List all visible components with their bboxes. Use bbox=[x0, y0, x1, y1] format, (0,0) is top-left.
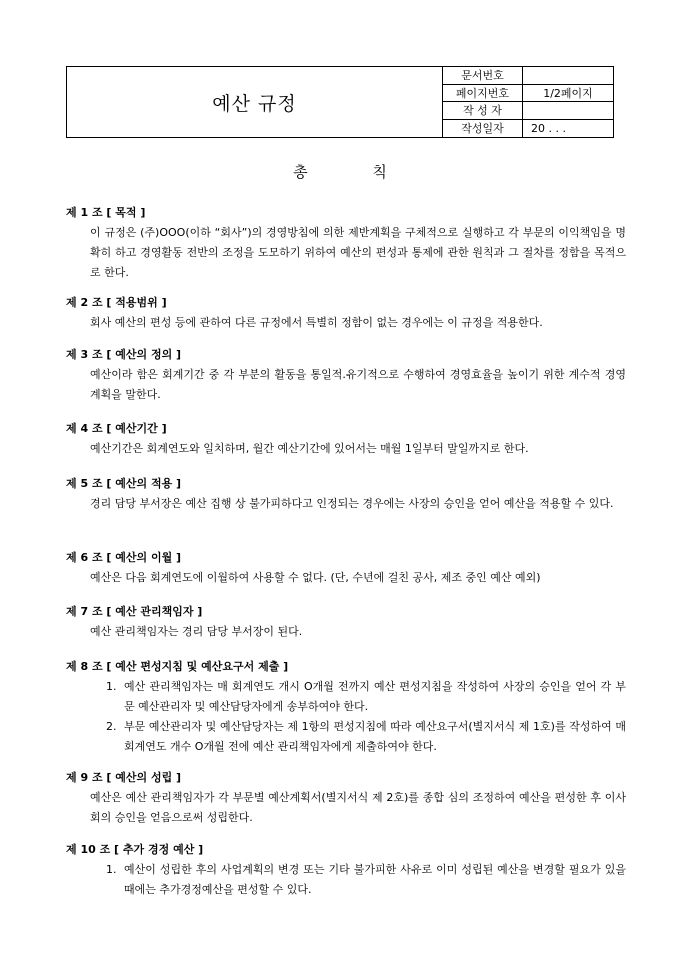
meta-value: 20 . . . bbox=[531, 121, 566, 135]
article-1 bbox=[66, 205, 626, 283]
meta-value bbox=[523, 102, 613, 119]
article-body: 예산은 다음 회계연도에 이월하여 사용할 수 없다. (단, 수년에 걸친 공사, 제조 중인 예산 예외) bbox=[90, 571, 541, 584]
article-item-list bbox=[66, 860, 626, 900]
meta-row-author bbox=[443, 102, 613, 120]
meta-label: 작성일자 bbox=[443, 120, 523, 138]
list-item-text: 예산 관리책임자는 매 회계연도 개시 O개월 전까지 예산 편성지침을 작성하여 사장의 승인을 얻어 각 부문 예산관리자 및 예산담당자에게 송부하여야 한다. bbox=[124, 680, 626, 713]
document-meta-grid bbox=[443, 67, 613, 137]
list-item bbox=[66, 860, 626, 900]
article-heading: 제 1 조 [ 목적 ] bbox=[66, 206, 146, 219]
article-heading: 제 9 조 [ 예산의 성립 ] bbox=[66, 771, 182, 784]
article-heading: 제 8 조 [ 예산 편성지침 및 예산요구서 제출 ] bbox=[66, 660, 289, 673]
article-heading: 제 5 조 [ 예산의 적용 ] bbox=[66, 477, 182, 490]
list-item-number: 2. bbox=[106, 720, 117, 733]
meta-value: 1/2페이지 bbox=[543, 86, 593, 100]
meta-label: 문서번호 bbox=[443, 67, 523, 84]
article-body: 이 규정은 (주)OOO(이하 “회사”)의 경영방침에 의한 제반계획을 구체적으로 실행하고 각 부문의 이익책임을 명확히 하고 경영활동 전반의 조정을 도모하기 위하여 예산의 편성과 통제에 관한 원칙과 그 절차를 정함을 목적으로 한다. bbox=[90, 226, 626, 279]
meta-row-page-number bbox=[443, 85, 613, 103]
meta-label: 작 성 자 bbox=[443, 102, 523, 119]
article-10 bbox=[66, 842, 626, 900]
list-item bbox=[66, 677, 626, 717]
list-item bbox=[66, 717, 626, 757]
article-body: 예산은 예산 관리책임자가 각 부문별 예산계획서(별지서식 제 2호)를 종합 심의 조정하여 예산을 편성한 후 이사회의 승인을 얻음으로써 성립한다. bbox=[90, 791, 626, 824]
article-7 bbox=[66, 604, 626, 642]
article-body: 예산이라 함은 회계기간 중 각 부분의 활동을 통일적.유기적으로 수행하여 경영효율을 높이기 위한 계수적 경영계획을 말한다. bbox=[90, 368, 626, 401]
document-header-table bbox=[66, 66, 614, 138]
article-8 bbox=[66, 659, 626, 757]
article-heading: 제 6 조 [ 예산의 이월 ] bbox=[66, 551, 182, 564]
article-body: 예산기간은 회계연도와 일치하며, 월간 예산기간에 있어서는 매월 1일부터 말일까지로 한다. bbox=[90, 442, 529, 455]
meta-row-doc-number bbox=[443, 67, 613, 85]
meta-label: 페이지번호 bbox=[443, 85, 523, 102]
article-6 bbox=[66, 550, 626, 588]
article-item-list bbox=[66, 677, 626, 757]
article-heading: 제 7 조 [ 예산 관리책임자 ] bbox=[66, 605, 203, 618]
list-item-text: 예산이 성립한 후의 사업계획의 변경 또는 기타 불가피한 사유로 이미 성립된 예산을 변경할 필요가 있을 때에는 추가경정예산을 편성할 수 있다. bbox=[124, 863, 626, 896]
article-heading: 제 10 조 [ 추가 경정 예산 ] bbox=[66, 843, 204, 856]
meta-value bbox=[523, 67, 613, 84]
article-5 bbox=[66, 476, 626, 514]
article-heading: 제 3 조 [ 예산의 정의 ] bbox=[66, 348, 182, 361]
document-title: 예산 규정 bbox=[67, 67, 443, 137]
article-2 bbox=[66, 295, 626, 333]
list-item-text: 부문 예산관리자 및 예산담당자는 제 1항의 편성지침에 따라 예산요구서(별지서식 제 1호)를 작성하여 매 회계연도 개수 O개월 전에 예산 관리책임자에게 제출하여야 한다. bbox=[124, 720, 626, 753]
article-4 bbox=[66, 421, 626, 459]
article-body: 예산 관리책임자는 경리 담당 부서장이 된다. bbox=[90, 625, 303, 638]
article-9 bbox=[66, 770, 626, 828]
article-body: 회사 예산의 편성 등에 관하여 다른 규정에서 특별히 정함이 없는 경우에는 이 규정을 적용한다. bbox=[90, 316, 543, 329]
article-heading: 제 4 조 [ 예산기간 ] bbox=[66, 422, 167, 435]
list-item-number: 1. bbox=[106, 863, 117, 876]
article-body: 경리 담당 부서장은 예산 집행 상 불가피하다고 인정되는 경우에는 사장의 승인을 얻어 예산을 적용할 수 있다. bbox=[90, 497, 614, 510]
meta-row-date bbox=[443, 120, 613, 138]
list-item-number: 1. bbox=[106, 680, 117, 693]
article-heading: 제 2 조 [ 적용범위 ] bbox=[66, 296, 167, 309]
section-title: 총 칙 bbox=[293, 163, 417, 181]
article-3 bbox=[66, 347, 626, 405]
